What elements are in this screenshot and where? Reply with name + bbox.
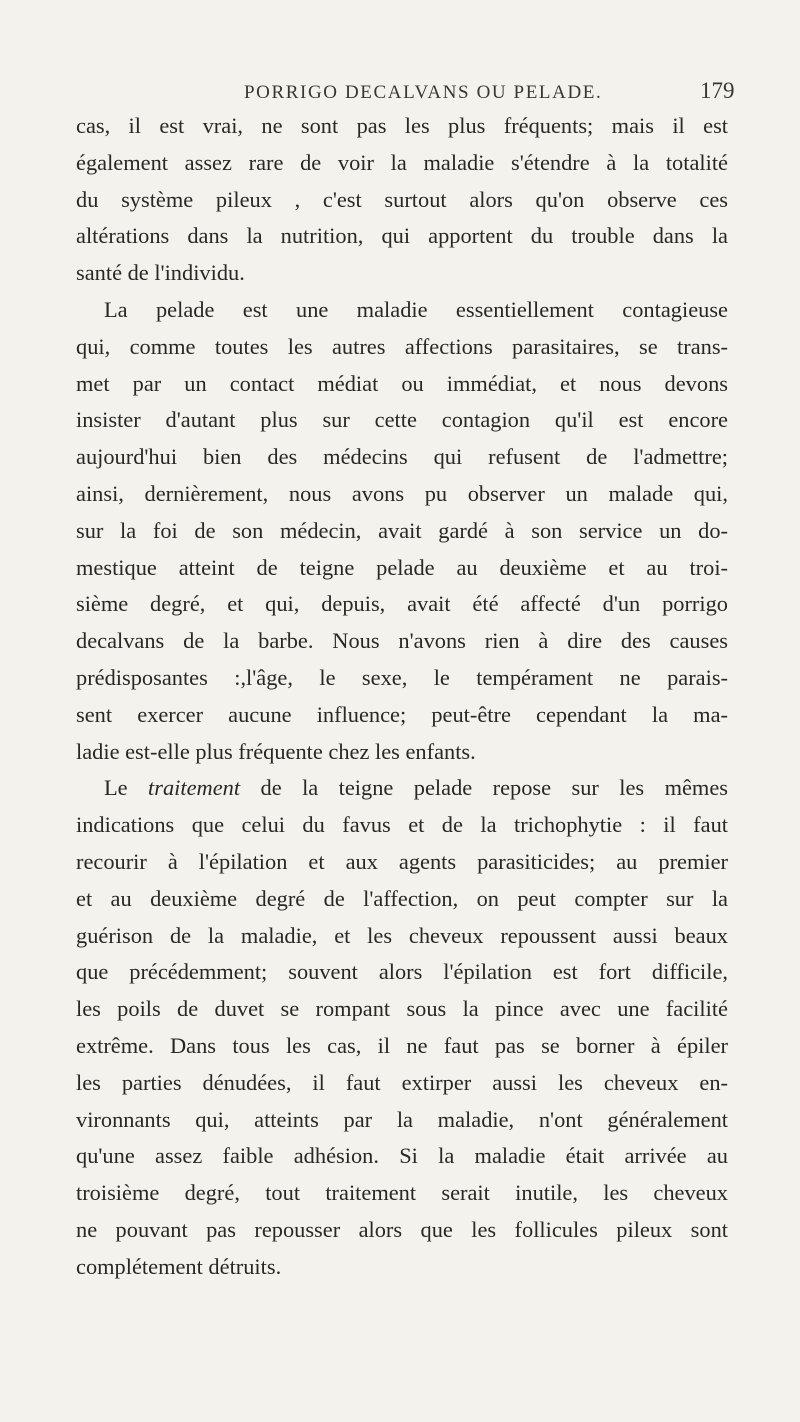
text-line: ne pouvant pas repousser alors que les follicules pileux sont — [76, 1216, 728, 1242]
text-line: La pelade est une maladie essentiellement contagieuse — [104, 296, 728, 322]
text-line: cas, il est vrai, ne sont pas les plus fréquents; mais il est — [76, 113, 728, 138]
text-line: decalvans de la barbe. Nous n'avons rien à dire des causes — [76, 628, 728, 654]
text-line: guérison de la maladie, et les cheveux repoussent aussi beaux — [76, 922, 728, 948]
text-line: sième degré, et qui, depuis, avait été affecté d'un porrigo — [76, 591, 728, 617]
text-line: recourir à l'épilation et aux agents parasiticides; au premier — [76, 848, 728, 874]
text-line: du système pileux , c'est surtout alors qu'on observe ces — [76, 186, 728, 212]
text-line: troisième degré, tout traitement serait inutile, les cheveux — [76, 1180, 728, 1206]
text-line: met par un contact médiat ou immédiat, et nous devons — [76, 370, 728, 396]
text-line: sur la foi de son médecin, avait gardé à son service un do- — [76, 517, 728, 543]
text-line — [76, 770, 728, 807]
text-line: et au deuxième degré de l'affection, on peut compter sur la — [76, 885, 728, 911]
text-line: également assez rare de voir la maladie s'étendre à la totalité — [76, 149, 728, 175]
text-line: les poils de duvet se rompant sous la pince avec une facilité — [76, 996, 728, 1022]
page-number: 179 — [700, 78, 735, 103]
text-line: santé de l'individu. — [76, 260, 245, 286]
body-text — [76, 108, 728, 1286]
text-line: les parties dénudées, il faut extirper aussi les cheveux en- — [76, 1069, 728, 1095]
text-line: extrême. Dans tous les cas, il ne faut pas se borner à épiler — [76, 1032, 728, 1058]
text-line: qu'une assez faible adhésion. Si la maladie était arrivée au — [76, 1143, 728, 1169]
text-fragment: de la teigne pelade repose sur les mêmes — [240, 775, 728, 801]
text-line: sent exercer aucune influence; peut-être cependant la ma- — [76, 701, 728, 727]
text-line: mestique atteint de teigne pelade au deuxième et au troi- — [76, 554, 728, 580]
text-line: que précédemment; souvent alors l'épilation est fort difficile, — [76, 959, 728, 985]
text-line: vironnants qui, atteints par la maladie, n'ont généralement — [76, 1106, 728, 1132]
text-line: complétement détruits. — [76, 1253, 282, 1279]
running-title: PORRIGO DECALVANS OU PELADE. — [244, 82, 603, 103]
text-line: ainsi, dernièrement, nous avons pu observer un malade qui, — [76, 480, 728, 506]
text-fragment: Le — [104, 775, 149, 801]
text-line: qui, comme toutes les autres affections parasitaires, se trans- — [76, 333, 728, 359]
emphasized-word: traitement — [148, 775, 241, 801]
text-line: insister d'autant plus sur cette contagion qu'il est encore — [76, 407, 728, 433]
text-line: prédisposantes :,l'âge, le sexe, le tempérament ne parais- — [76, 664, 728, 690]
text-line: ladie est-elle plus fréquente chez les enfants. — [76, 738, 476, 764]
text-line: altérations dans la nutrition, qui apportent du trouble dans la — [76, 223, 728, 249]
text-line: indications que celui du favus et de la trichophytie : il faut — [76, 812, 728, 838]
text-line: aujourd'hui bien des médecins qui refusent de l'admettre; — [76, 444, 728, 470]
